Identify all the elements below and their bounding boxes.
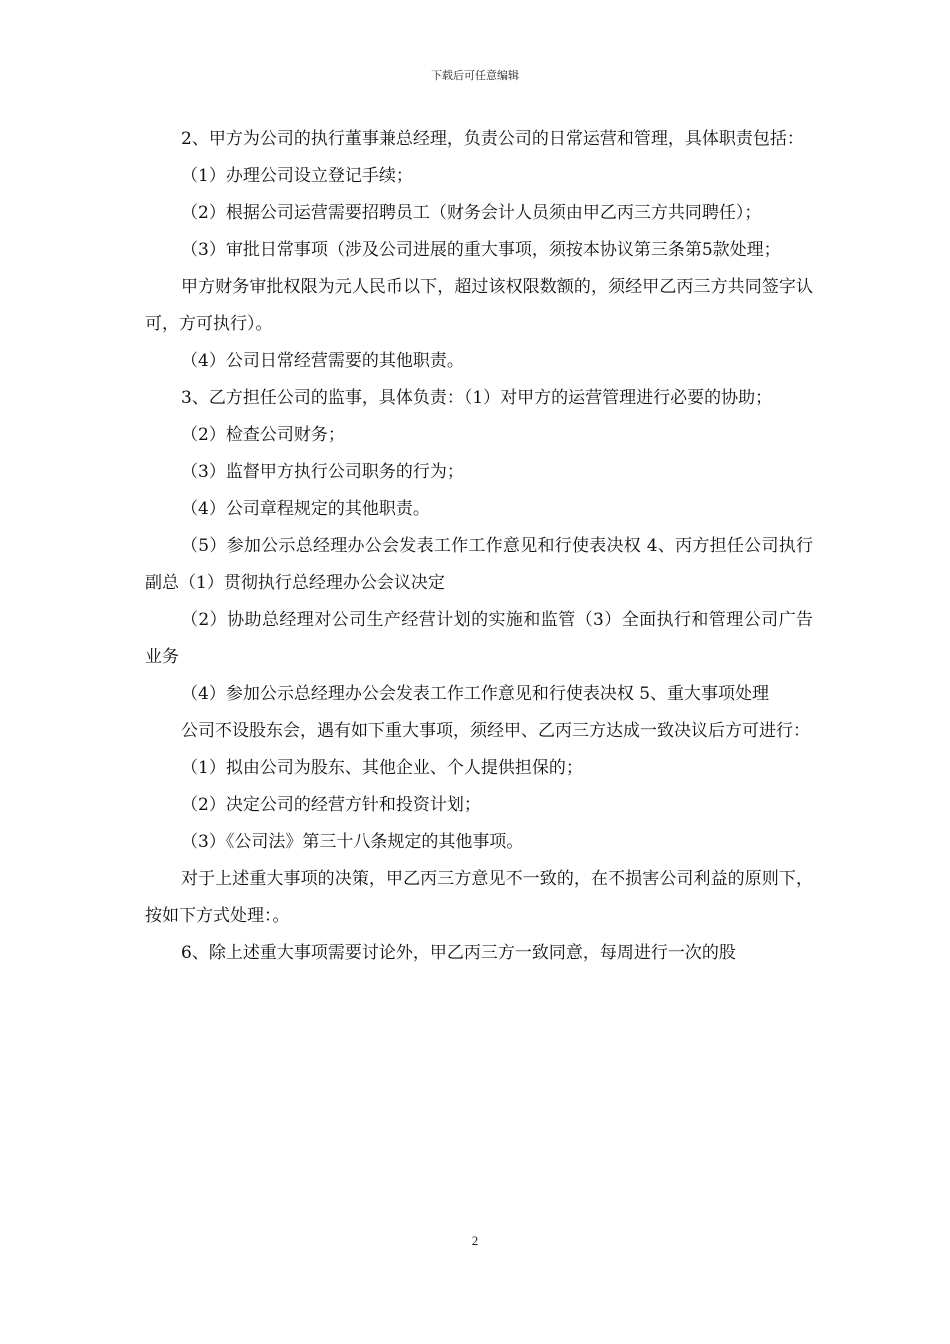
paragraph: （4）公司日常经营需要的其他职责。 bbox=[181, 351, 464, 371]
paragraph: （4）公司章程规定的其他职责。 bbox=[181, 499, 430, 519]
paragraph: 甲方财务审批权限为元人民币以下，超过该权限数额的，须经甲乙丙三方共同签字认可，方可执行）。 bbox=[145, 277, 813, 334]
paragraph: 6、除上述重大事项需要讨论外，甲乙丙三方一致同意，每周进行一次的股 bbox=[181, 943, 736, 963]
paragraph: （3）审批日常事项（涉及公司进展的重大事项，须按本协议第三条第5款处理； bbox=[181, 240, 781, 260]
paragraph: （4）参加公示总经理办公会发表工作工作意见和行使表决权 5、重大事项处理 bbox=[181, 684, 770, 704]
paragraph: （1）拟由公司为股东、其他企业、个人提供担保的； bbox=[181, 758, 583, 778]
paragraph: 2、甲方为公司的执行董事兼总经理，负责公司的日常运营和管理，具体职责包括： bbox=[181, 129, 804, 149]
page-number: 2 bbox=[471, 1233, 479, 1248]
paragraph: 3、乙方担任公司的监事，具体负责：（1）对甲方的运营管理进行必要的协助； bbox=[181, 388, 773, 408]
paragraph: （1）办理公司设立登记手续； bbox=[181, 166, 413, 186]
paragraph: （2）检查公司财务； bbox=[181, 425, 345, 445]
paragraph: 公司不设股东会，遇有如下重大事项，须经甲、乙丙三方达成一致决议后方可进行： bbox=[181, 721, 810, 741]
paragraph: （3）监督甲方执行公司职务的行为； bbox=[181, 462, 464, 482]
paragraph: （2）根据公司运营需要招聘员工（财务会计人员须由甲乙丙三方共同聘任）； bbox=[181, 203, 762, 223]
paragraph: 对于上述重大事项的决策，甲乙丙三方意见不一致的，在不损害公司利益的原则下，按如下方式处理：。 bbox=[145, 869, 813, 926]
page-header: 下载后可任意编辑 bbox=[431, 69, 519, 82]
document-body bbox=[145, 121, 813, 972]
paragraph: （2）协助总经理对公司生产经营计划的实施和监管（3）全面执行和管理公司广告业务 bbox=[145, 610, 813, 667]
paragraph: （5）参加公示总经理办公会发表工作工作意见和行使表决权 4、丙方担任公司执行副总（1）贯彻执行总经理办公会议决定 bbox=[145, 536, 813, 593]
paragraph: （2）决定公司的经营方针和投资计划； bbox=[181, 795, 481, 815]
paragraph: （3）《公司法》第三十八条规定的其他事项。 bbox=[181, 832, 524, 852]
